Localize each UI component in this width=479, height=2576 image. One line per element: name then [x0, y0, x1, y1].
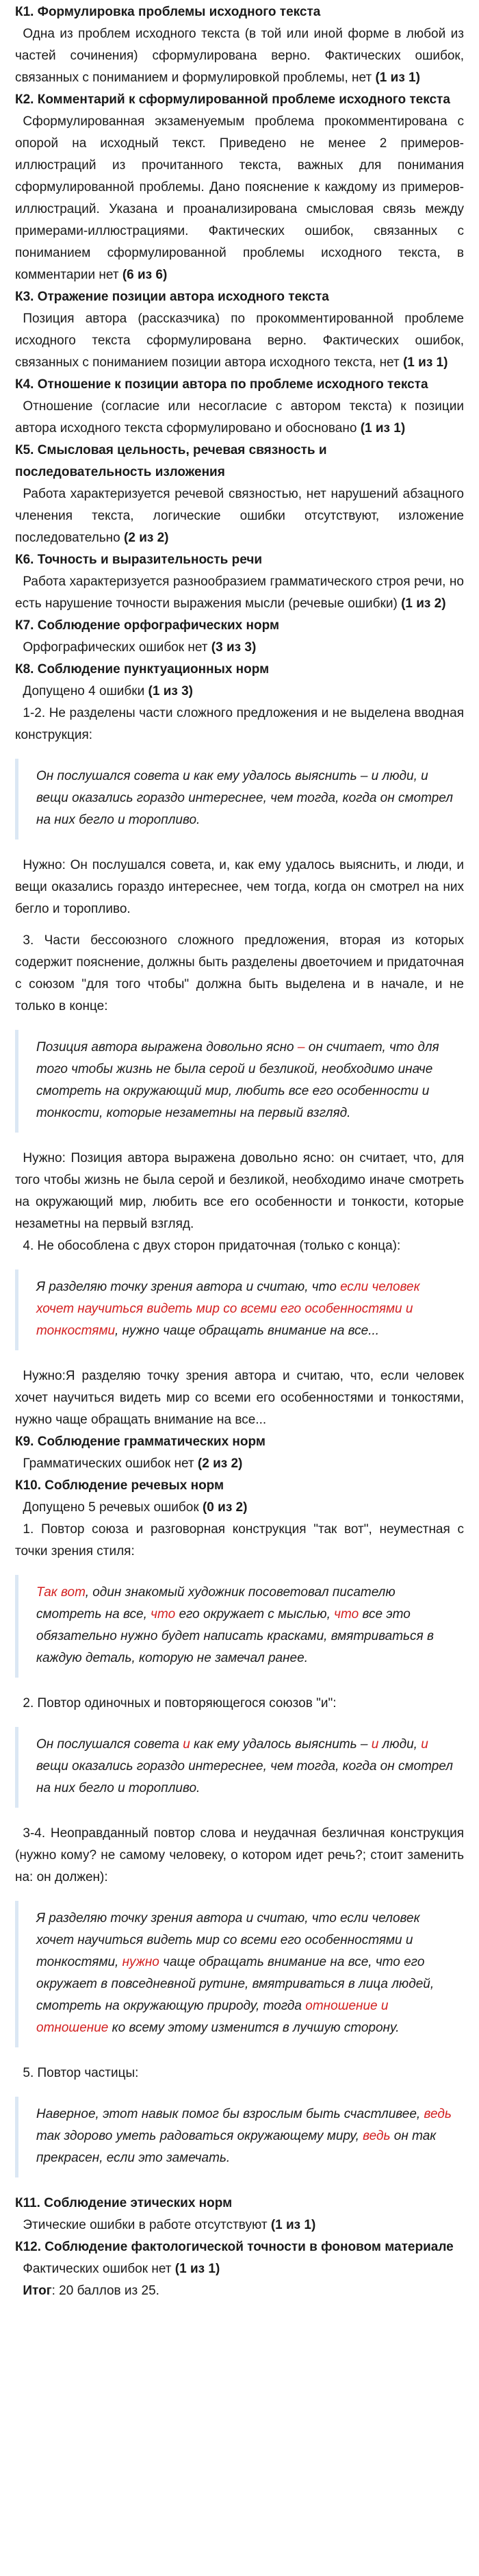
error-quote-k10-1: [15, 1575, 464, 1678]
error-label-k8-1: 1-2. Не разделены части сложного предложения и не выделена вводная конструкция:: [15, 706, 464, 742]
criterion-text-k4: Отношение (согласие или несогласие с автором текста) к позиции автора исходного текста сформулировано и обосновано (1 из 1): [15, 399, 464, 435]
error-quote-k10-5: [15, 2097, 464, 2177]
quote-text: вещи оказались гораздо интереснее, чем тогда, когда он смотрел на них бегло и торопливо.: [36, 1759, 453, 1795]
criterion-text-k6: Работа характеризуется разнообразием грамматического строя речи, но есть нарушение точности выражения мысли (речевые ошибки) (1 из 2): [15, 574, 464, 611]
error-label-k10-1: 1. Повтор союза и разговорная конструкция "так вот", неуместная с точки зрения стиля:: [15, 1522, 464, 1558]
quote-text: как ему удалось выяснить –: [190, 1737, 372, 1752]
quote-text: все это обязательно нужно будет написать красками, вмятриваться в каждую деталь, которую не замечал ранее.: [36, 1607, 434, 1665]
quote-text: Он послушался совета и как ему удалось выяснить – и люди, и вещи оказались гораздо интереснее, чем тогда, когда он смотрел на них бегло и торопливо.: [36, 769, 453, 827]
criterion-score-k6: (1 из 2): [401, 596, 446, 611]
quote-text: он так прекрасен, если это замечать.: [36, 2129, 437, 2165]
quote-text: Он послушался совета: [36, 1737, 183, 1752]
criterion-text-k2: Сформулированная экзаменуемым проблема прокомментирована с опорой на исходный текст. Приведено не менее 2 примеров-иллюстраций из прочитанного текста, важных для понимания сформулированной проблемы. Дано пояснение к каждому из примеров-иллюстраций. Указана и проанализирована смысловая связь между примерами-иллюстрациями. Фактических ошибок, связанных с пониманием сформулированной проблемы исходного текста, в комментарии нет (6 из 6): [15, 114, 464, 282]
error-fix-k8-1: Нужно: Он послушался совета, и, как ему удалось выяснить, и люди, и вещи оказались гораздо интереснее, чем тогда, когда он смотрел на них бегло и торопливо.: [15, 858, 464, 916]
quote-highlight: Так вот: [36, 1585, 86, 1600]
criterion-text-k9: Грамматических ошибок нет (2 из 2): [23, 1456, 243, 1471]
criterion-text-k3: Позиция автора (рассказчика) по прокомментированной проблеме исходного текста сформулирована верно. Фактических ошибок, связанных с пониманием позиции автора исходного текста, нет (1 из 1): [15, 312, 464, 370]
criterion-score-k12: (1 из 1): [174, 2262, 220, 2276]
criterion-text-k1: Одна из проблем исходного текста (в той или иной форме в любой из частей сочинения) сформулирована верно. Фактических ошибок, связанных с пониманием и формулировкой проблемы, нет (1 из 1): [15, 27, 464, 85]
error-quote-k8-4: [15, 1270, 464, 1350]
quote-text: он считает, что для того чтобы жизнь не была серой и безликой, необходимо иначе смотреть на окружающий мир, любить все его особенности и тонкости, которые незаметны на первый взгляд.: [36, 1040, 439, 1120]
total-text: : 20 баллов из 25.: [51, 2284, 159, 2298]
error-label-k10-5: 5. Повтор частицы:: [23, 2066, 139, 2080]
quote-text: так здорово уметь радоваться окружающему миру,: [36, 2129, 363, 2143]
criterion-title-k11: К11. Соблюдение этических норм: [15, 2196, 233, 2210]
error-label-k10-2: 2. Повтор одиночных и повторяющегося союзов "и":: [23, 1696, 337, 1710]
quote-highlight: и: [183, 1737, 190, 1752]
quote-text: Наверное, этот навык помог бы взрослым быть счастливее,: [36, 2107, 424, 2121]
error-fix-k8-4: Нужно:Я разделяю точку зрения автора и считаю, что, если человек хочет научиться видеть мир со всеми его особенностями и тонкостями, нужно чаще обращать внимание на все...: [15, 1369, 464, 1427]
error-quote-k10-2: [15, 1727, 464, 1808]
criterion-title-k9: К9. Соблюдение грамматических норм: [15, 1435, 266, 1449]
quote-highlight: что: [334, 1607, 359, 1621]
criterion-score-k9: (2 из 2): [197, 1456, 243, 1471]
quote-text: , нужно чаще обращать внимание на все...: [115, 1324, 380, 1338]
criterion-title-k10: К10. Соблюдение речевых норм: [15, 1478, 224, 1493]
criterion-title-k4: К4. Отношение к позиции автора по проблеме исходного текста: [15, 377, 428, 392]
criterion-title-k3: К3. Отражение позиции автора исходного текста: [15, 290, 329, 304]
criterion-score-k8: (1 из 3): [148, 684, 193, 698]
error-quote-k8-1: [15, 759, 464, 839]
quote-highlight: и: [371, 1737, 379, 1752]
criterion-text-k11: Этические ошибки в работе отсутствуют (1 из 1): [23, 2218, 316, 2232]
error-label-k10-3: 3-4. Неоправданный повтор слова и неудачная безличная конструкция (нужно кому? не самому человеку, о котором идет речь?; стоит заменить на: он должен):: [15, 1826, 464, 1884]
criterion-title-k1: К1. Формулировка проблемы исходного текста: [15, 5, 321, 19]
quote-text: , один знакомый художник посоветовал писателю смотреть на все,: [36, 1585, 396, 1621]
error-label-k8-3: 3. Части бессоюзного сложного предложения, вторая из которых содержит пояснение, должны быть разделены двоеточием и придаточная с союзом "для того чтобы" должна быть выделена и в начале, и не только в конце:: [15, 933, 464, 1013]
total-score: [15, 2280, 464, 2302]
quote-text: люди,: [378, 1737, 422, 1752]
criterion-score-k10: (0 из 2): [202, 1500, 248, 1515]
error-quote-k8-3: [15, 1030, 464, 1133]
error-fix-k8-3: Нужно: Позиция автора выражена довольно ясно: он считает, что, для того чтобы жизнь не была серой и безликой, необходимо иначе смотреть на окружающий мир, любить все его особенности и тонкости, которые незаметны на первый взгляд.: [15, 1151, 464, 1231]
quote-highlight: –: [294, 1040, 309, 1055]
criterion-score-k11: (1 из 1): [270, 2218, 316, 2232]
criterion-title-k5: К5. Смысловая цельность, речевая связность и последовательность изложения: [15, 443, 327, 479]
criterion-title-k2: К2. Комментарий к сформулированной проблеме исходного текста: [15, 92, 450, 107]
quote-highlight: ведь: [424, 2107, 452, 2121]
criterion-title-k8: К8. Соблюдение пунктуационных норм: [15, 662, 270, 677]
criterion-text-k12: Фактических ошибок нет (1 из 1): [23, 2262, 220, 2276]
criterion-score-k7: (3 из 3): [211, 640, 257, 655]
total-label: Итог: [23, 2284, 52, 2298]
criterion-score-k5: (2 из 2): [124, 531, 169, 545]
criterion-text-k8: Допущено 4 ошибки (1 из 3): [23, 684, 193, 698]
quote-text: чаще обращать внимание на все, что его окружает в повседневной рутине, вмятриваться в лица людей, смотреть на окружающую природу, тогда: [36, 1955, 435, 2013]
criterion-title-k6: К6. Точность и выразительность речи: [15, 553, 263, 567]
criterion-text-k10: Допущено 5 речевых ошибок (0 из 2): [23, 1500, 248, 1515]
error-label-k8-4: 4. Не обособлена с двух сторон придаточная (только с конца):: [23, 1239, 401, 1253]
quote-highlight: что: [151, 1607, 176, 1621]
criterion-score-k4: (1 из 1): [360, 421, 406, 435]
quote-highlight: нужно: [122, 1955, 159, 1969]
quote-text: Я разделяю точку зрения автора и считаю, что: [36, 1280, 341, 1294]
quote-highlight: и: [421, 1737, 428, 1752]
criterion-text-k5: Работа характеризуется речевой связностью, нет нарушений абзацного членения текста, логические ошибки отсутствуют, изложение последовательно (2 из 2): [15, 487, 464, 545]
criterion-score-k3: (1 из 1): [402, 355, 448, 370]
criterion-title-k7: К7. Соблюдение орфографических норм: [15, 618, 280, 633]
quote-text: Позиция автора выражена довольно ясно: [36, 1040, 294, 1055]
criterion-score-k2: (6 из 6): [122, 268, 168, 282]
quote-highlight: если человек хочет научиться видеть мир со всеми его особенностями и тонкостями: [36, 1280, 420, 1338]
criterion-text-k7: Орфографических ошибок нет (3 из 3): [23, 640, 257, 655]
quote-text: Я разделяю точку зрения автора и считаю, что если человек хочет научиться видеть мир со всеми его особенностями и тонкостями,: [36, 1911, 420, 1969]
quote-text: ко всему этому изменится в лучшую сторону.: [108, 2021, 400, 2035]
quote-highlight: ведь: [363, 2129, 391, 2143]
criterion-title-k12: К12. Соблюдение фактологической точности в фоновом материале: [15, 2240, 454, 2254]
quote-text: его окружает с мыслью,: [175, 1607, 335, 1621]
criterion-score-k1: (1 из 1): [375, 71, 420, 85]
error-quote-k10-3: [15, 1901, 464, 2047]
quote-highlight: отношение и отношение: [36, 1999, 389, 2035]
